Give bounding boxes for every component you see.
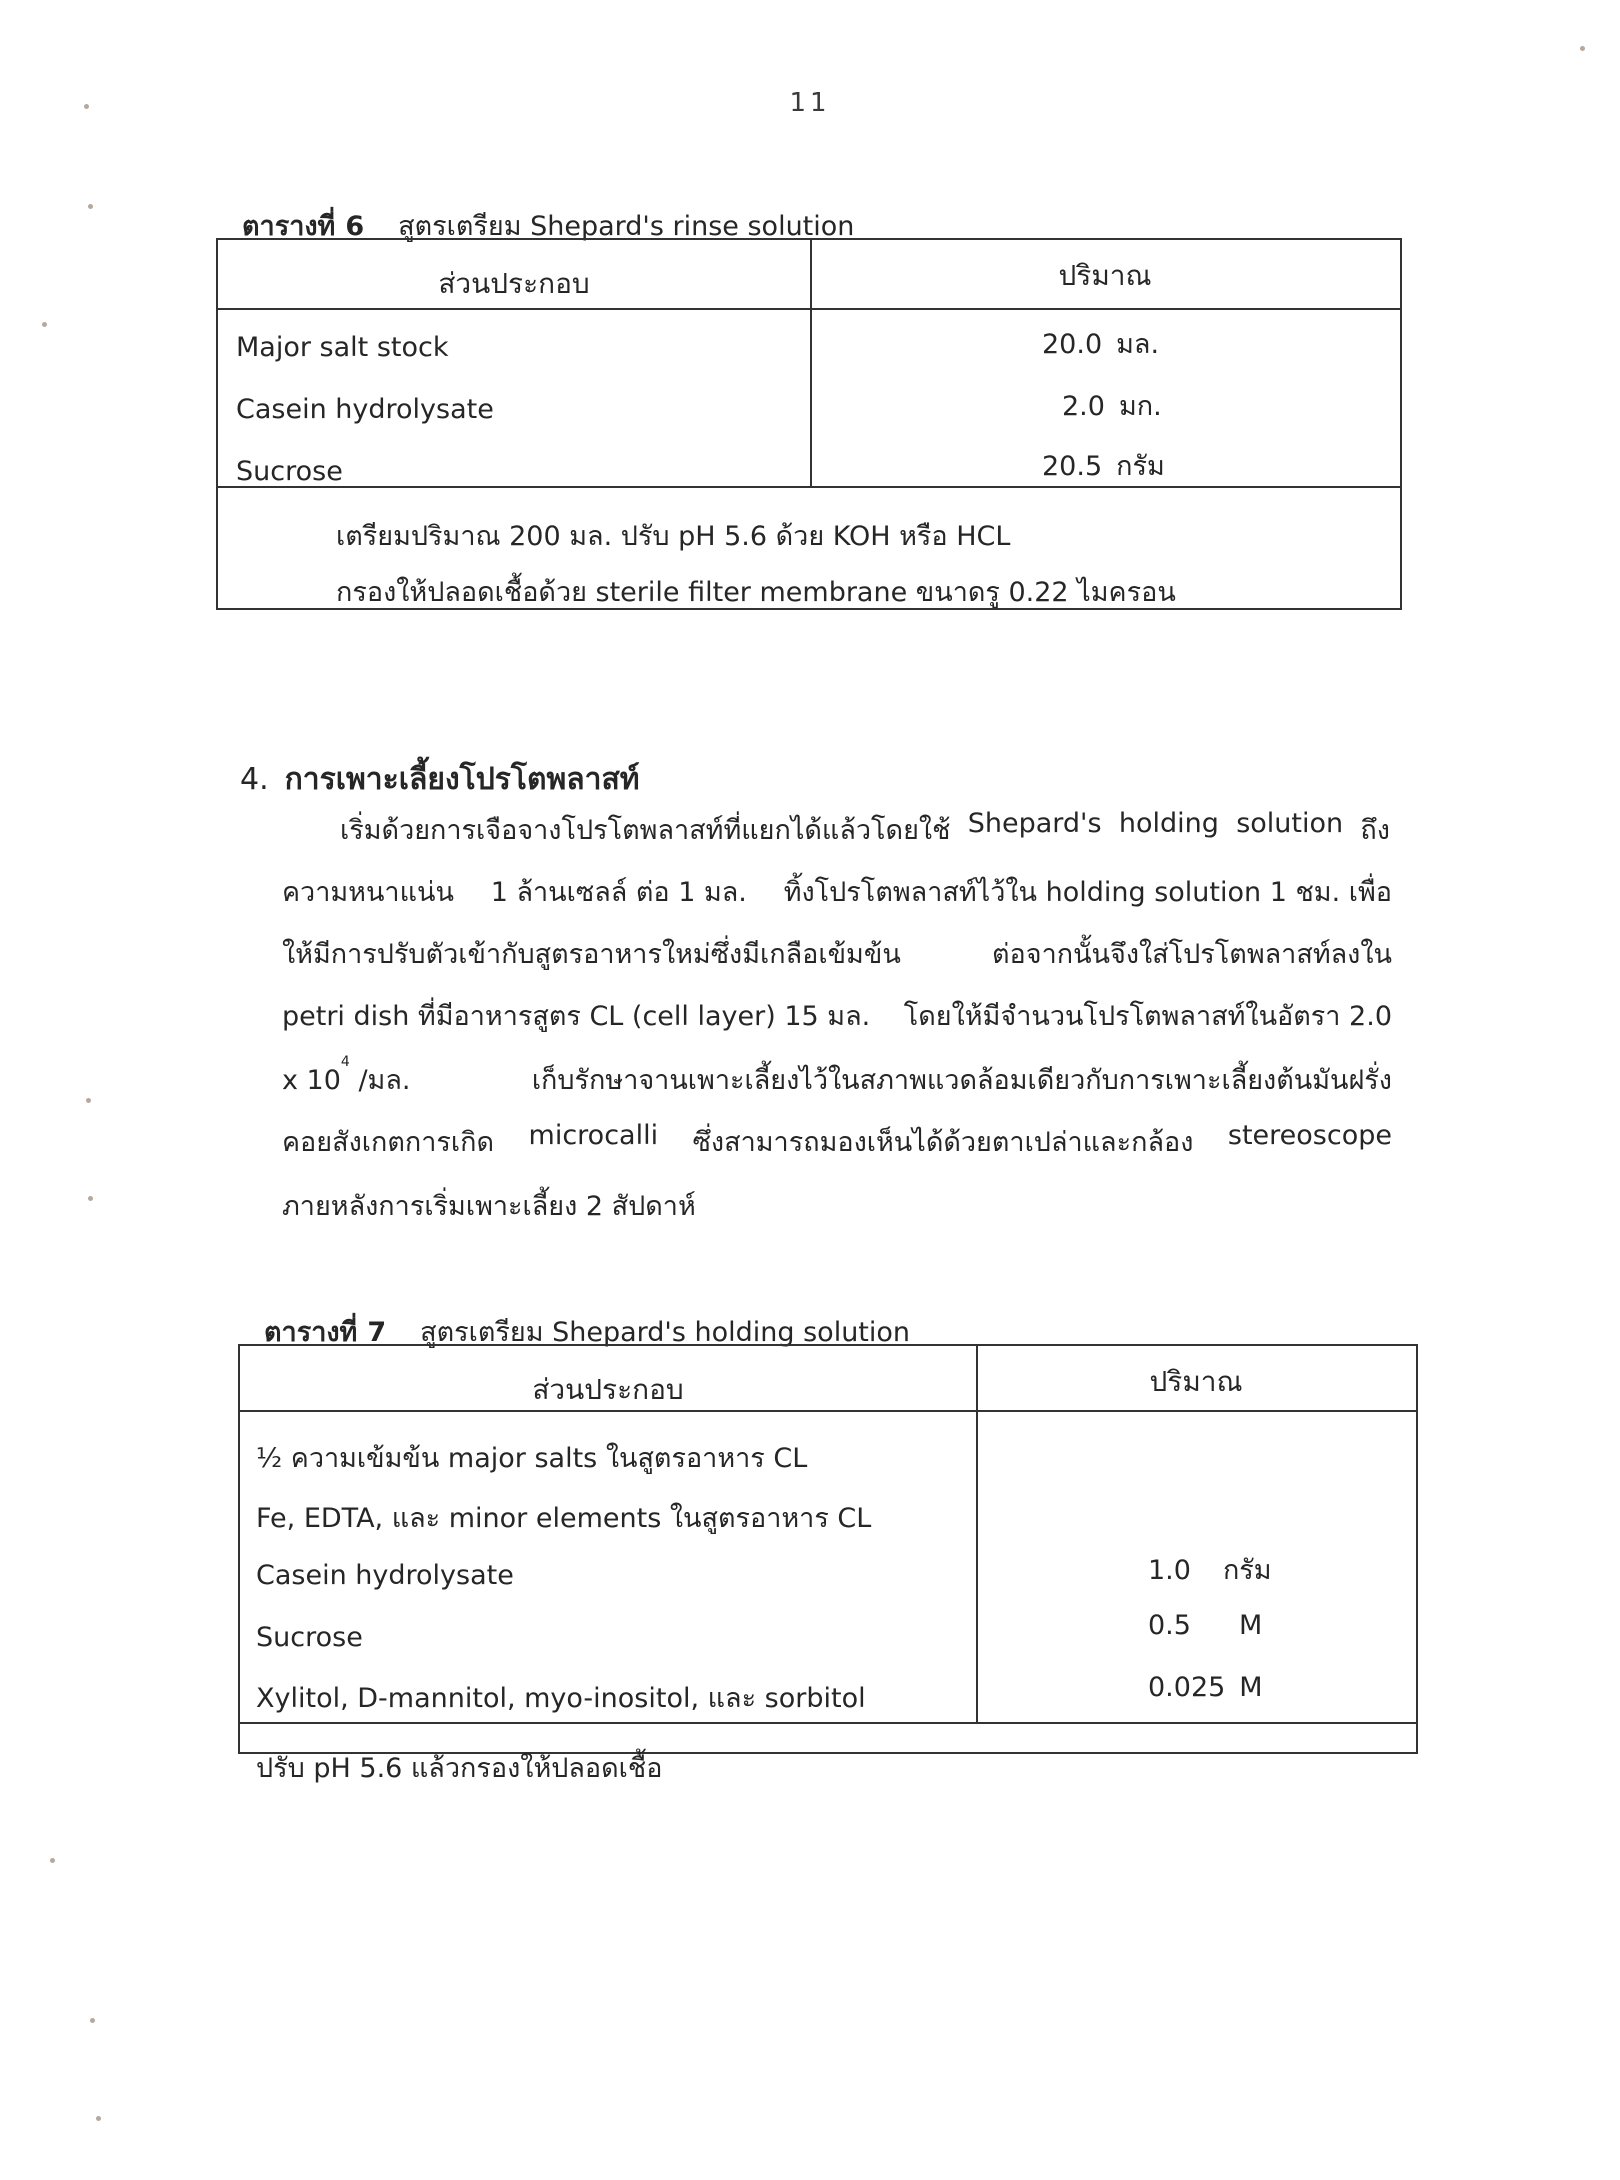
table6-row-amount: 2.0 มก.	[1062, 391, 1162, 422]
paragraph-line: x $10^4$ /มล. เก็บรักษาจานเพาะเลี้ยงไว้ในสภาพแวดล้อมเดียวกับการเพาะเลี้ยงต้นมันฝรั่ง	[282, 1054, 1392, 1096]
table7-header-component: ส่วนประกอบ	[532, 1373, 684, 1406]
table7-row-component: Casein hydrolysate	[256, 1560, 514, 1591]
table6-row-component: Casein hydrolysate	[236, 394, 494, 425]
paragraph-line: เริ่มด้วยการเจือจางโปรโตพลาสท์ที่แยกได้แล้วโดยใช้ Shepard's holding solution ถึง	[340, 808, 1390, 846]
table6-row-amount: 20.0 มล.	[1042, 329, 1160, 360]
table7-row-amount: 1.0 กรัม	[1148, 1555, 1272, 1586]
table7-note-divider	[240, 1722, 1416, 1724]
paragraph-line: ให้มีการปรับตัวเข้ากับสูตรอาหารใหม่ซึ่งมีเกลือเข้มข้น ต่อจากนั้นจึงใส่โปรโตพลาสท์ลงใน	[282, 939, 1392, 970]
table6-note-line: เตรียมปริมาณ 200 มล. ปรับ pH 5.6 ด้วย KOH หรือ HCL	[336, 521, 1011, 552]
scan-speck	[90, 2018, 95, 2023]
table7-title: สูตรเตรียม Shepard's holding solution	[420, 1317, 911, 1348]
table6-note-divider	[218, 486, 1400, 488]
table7-label: ตารางที่ 7	[264, 1317, 387, 1348]
paragraph-line: ความหนาแน่น 1 ล้านเซลล์ ต่อ 1 มล. ทิ้งโปรโตพลาสท์ไว้ใน holding solution 1 ชม. เพื่อ	[282, 877, 1392, 908]
table7-row-component: Sucrose	[256, 1622, 363, 1653]
table6-header-component: ส่วนประกอบ	[438, 267, 590, 300]
table7-row-component: Fe, EDTA, และ minor elements ในสูตรอาหาร CL	[256, 1503, 872, 1534]
scan-speck	[86, 1098, 91, 1103]
table7-row-amount: 0.5 M	[1148, 1610, 1263, 1641]
table6-label: ตารางที่ 6	[242, 211, 365, 242]
table7-row-component: ½ ความเข้มข้น major salts ในสูตรอาหาร CL	[256, 1443, 808, 1474]
table7-note: ปรับ pH 5.6 แล้วกรองให้ปลอดเชื้อ	[256, 1753, 663, 1784]
paragraph-line: ภายหลังการเริ่มเพาะเลี้ยง 2 สัปดาห์	[282, 1191, 696, 1222]
table6-row-amount: 20.5 กรัม	[1042, 451, 1165, 482]
table6	[216, 238, 1402, 610]
table6-row-component: Sucrose	[236, 456, 343, 487]
scan-speck	[88, 1196, 93, 1201]
scan-speck	[88, 204, 93, 209]
scan-speck	[96, 2116, 101, 2121]
table7-row-amount: 0.025 M	[1148, 1672, 1263, 1703]
paragraph-line: คอยสังเกตการเกิด microcalli ซึ่งสามารถมองเห็นได้ด้วยตาเปล่าและกล้อง stereoscope	[282, 1120, 1392, 1158]
page-number: 11	[789, 88, 831, 118]
paragraph-line: petri dish ที่มีอาหารสูตร CL (cell layer) 15 มล. โดยให้มีจำนวนโปรโตพลาสท์ในอัตรา 2.0	[282, 1001, 1392, 1032]
scan-speck	[50, 1858, 55, 1863]
table6-header-amount: ปริมาณ	[1058, 259, 1152, 292]
table6-row-component: Major salt stock	[236, 332, 449, 363]
table7-header-amount: ปริมาณ	[1149, 1365, 1243, 1398]
scan-speck	[84, 104, 89, 109]
table7-row-component: Xylitol, D-mannitol, myo-inositol, และ sorbitol	[256, 1683, 866, 1714]
scan-speck	[42, 322, 47, 327]
section-heading: 4. การเพาะเลี้ยงโปรโตพลาสท์	[240, 762, 640, 797]
table6-note-line: กรองให้ปลอดเชื้อด้วย sterile filter membrane ขนาดรู 0.22 ไมครอน	[336, 577, 1176, 608]
table7	[238, 1344, 1418, 1784]
scan-speck	[1580, 46, 1585, 51]
table6-title: สูตรเตรียม Shepard's rinse solution	[398, 211, 855, 242]
